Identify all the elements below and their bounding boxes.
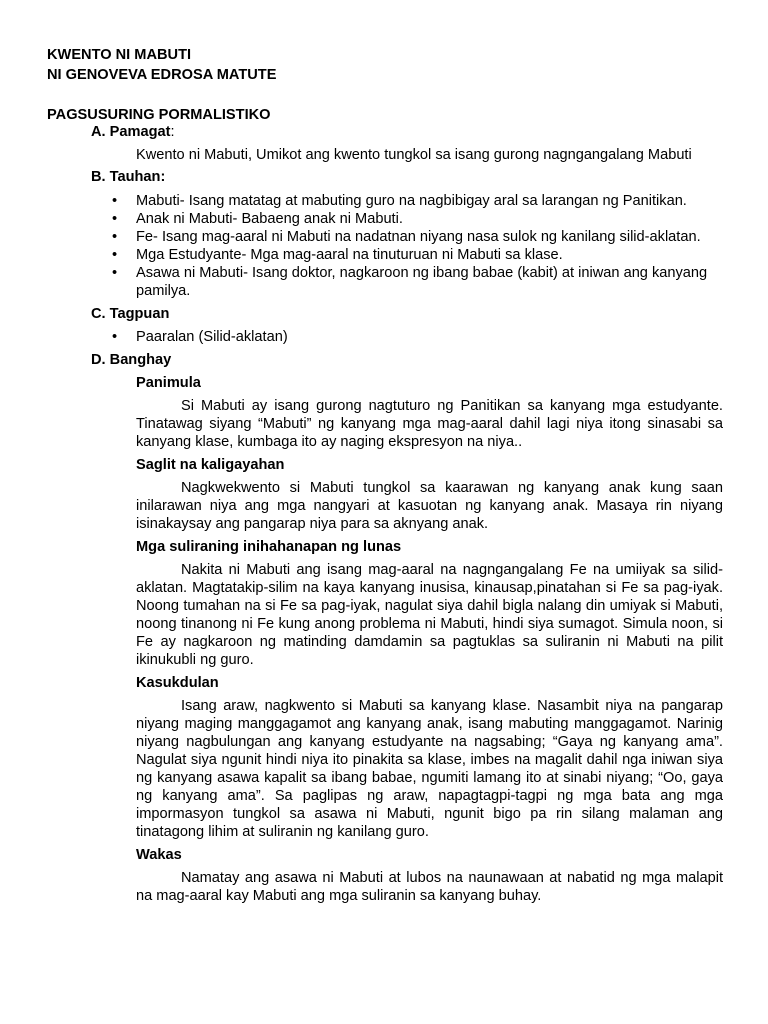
suliranin-heading: Mga suliraning inihahanapan ng lunas: [136, 539, 402, 555]
document-title: KWENTO NI MABUTI: [47, 47, 192, 63]
saglit-heading: Saglit na kaligayahan: [136, 457, 285, 473]
section-title: PAGSUSURING PORMALISTIKO: [47, 107, 271, 123]
tagpuan-heading: C. Tagpuan: [91, 306, 170, 322]
kasukdulan-heading: Kasukdulan: [136, 675, 219, 691]
pamagat-heading: [91, 123, 723, 141]
wakas-heading: Wakas: [136, 847, 182, 863]
tagpuan-item-text: Paaralan (Silid-aklatan): [136, 329, 288, 345]
list-item: [91, 264, 723, 300]
tauhan-item-text: Asawa ni Mabuti- Isang doktor, nagkaroon ng ibang babae (kabit) at iniwan ang kanyang pamilya.: [136, 265, 708, 299]
pamagat-text: Kwento ni Mabuti, Umikot ang kwento tungkol sa isang gurong nagngangalang Mabuti: [136, 147, 692, 163]
kasukdulan-text: Isang araw, nagkwento si Mabuti sa kanyang klase. Nasambit niya na pangarap niyang maging manggagamot ang kanyang anak, isang mabuting manggagamot. Narinig niyang nagbulungan ang kanyang estudyante na nagsabing; “Gaya ng kanyang ama”. Nagulat siya ngunit hindi niya ito pinakita sa klase, imbes na magalit dahil nga iniwan siya ng kanyang asawa kapalit sa ibang babae, ngumiti lamang ito at sinabi niyang; “Oo, gaya ng kanyang ama”. Sa paglipas ng araw, napagtagpi-tagpi ng mga bata ang mga impormasyon tungkol sa asawa ni Mabuti, ngunit bigo pa rin silang malaman ang tinatagong lihim at suliranin ng kanilang guro.: [136, 698, 723, 840]
tagpuan-list: [91, 328, 723, 346]
banghay-section: [136, 374, 723, 905]
list-item: [91, 210, 723, 228]
bullet-mark: •: [112, 247, 118, 263]
panimula-text: Si Mabuti ay isang gurong nagtuturo ng Panitikan sa kanyang mga estudyante. Tinatawag siyang “Mabuti” ng kanyang mga mag-aaral dahil lagi niya itong sinasabi sa kanyang klase, kumbaga ito ay naging ekspresyon na niya..: [136, 398, 723, 450]
document-author: NI GENOVEVA EDROSA MATUTE: [47, 67, 277, 83]
tauhan-item-text: Fe- Isang mag-aaral ni Mabuti na nadatnan niyang nasa sulok ng kanilang silid-aklatan.: [136, 229, 701, 245]
bullet-mark: •: [112, 211, 118, 227]
document-body: [91, 123, 723, 905]
list-item: [91, 328, 723, 346]
list-item: [91, 246, 723, 264]
bullet-mark: •: [112, 329, 118, 345]
bullet-mark: •: [112, 265, 118, 281]
banghay-heading: D. Banghay: [91, 352, 172, 368]
tauhan-item-text: Mga Estudyante- Mga mag-aaral na tinuturuan ni Mabuti sa klase.: [136, 247, 563, 263]
bullet-mark: •: [112, 229, 118, 245]
tauhan-list: [91, 192, 723, 300]
list-item: [91, 192, 723, 210]
saglit-text: Nagkwekwento si Mabuti tungkol sa kaarawan ng kanyang anak kung saan inilarawan niya ang mga nangyari at kasuotan ng kanyang anak. Masaya rin niyang isinakaysay ang pangarap niya para sa aknyang anak.: [136, 480, 723, 532]
suliranin-text: Nakita ni Mabuti ang isang mag-aaral na nagngangalang Fe na umiiyak sa silid-aklatan. Magtatakip-silim na kaya kanyang inusisa, kinausap,pinatahan si Fe sa pag-iyak. Noong tumahan na si Fe sa pag-iyak, nagulat siya dahil bigla nalang din umiyak si Mabuti, noong tinanong ni Fe kung anong problema ni Mabuti, hindi siya sumagot. Simula noon, si Fe ay nagkaroon ng matinding damdamin sa pagtuklas sa suliranin ni Mabuti na pilit ikinukubli ng guro.: [136, 562, 723, 668]
panimula-heading: Panimula: [136, 375, 201, 391]
wakas-text: Namatay ang asawa ni Mabuti at lubos na naunawaan at nabatid ng mga malapit na mag-aaral kay Mabuti ang mga suliranin sa kanyang buhay.: [136, 870, 723, 904]
list-item: [91, 228, 723, 246]
tauhan-heading: B. Tauhan:: [91, 169, 166, 185]
pamagat-colon: :: [170, 124, 175, 140]
tauhan-item-text: Mabuti- Isang matatag at mabuting guro na nagbibigay aral sa larangan ng Panitikan.: [136, 193, 687, 209]
pamagat-label: A. Pamagat: [91, 124, 171, 140]
bullet-mark: •: [112, 193, 118, 209]
tauhan-item-text: Anak ni Mabuti- Babaeng anak ni Mabuti.: [136, 211, 403, 227]
